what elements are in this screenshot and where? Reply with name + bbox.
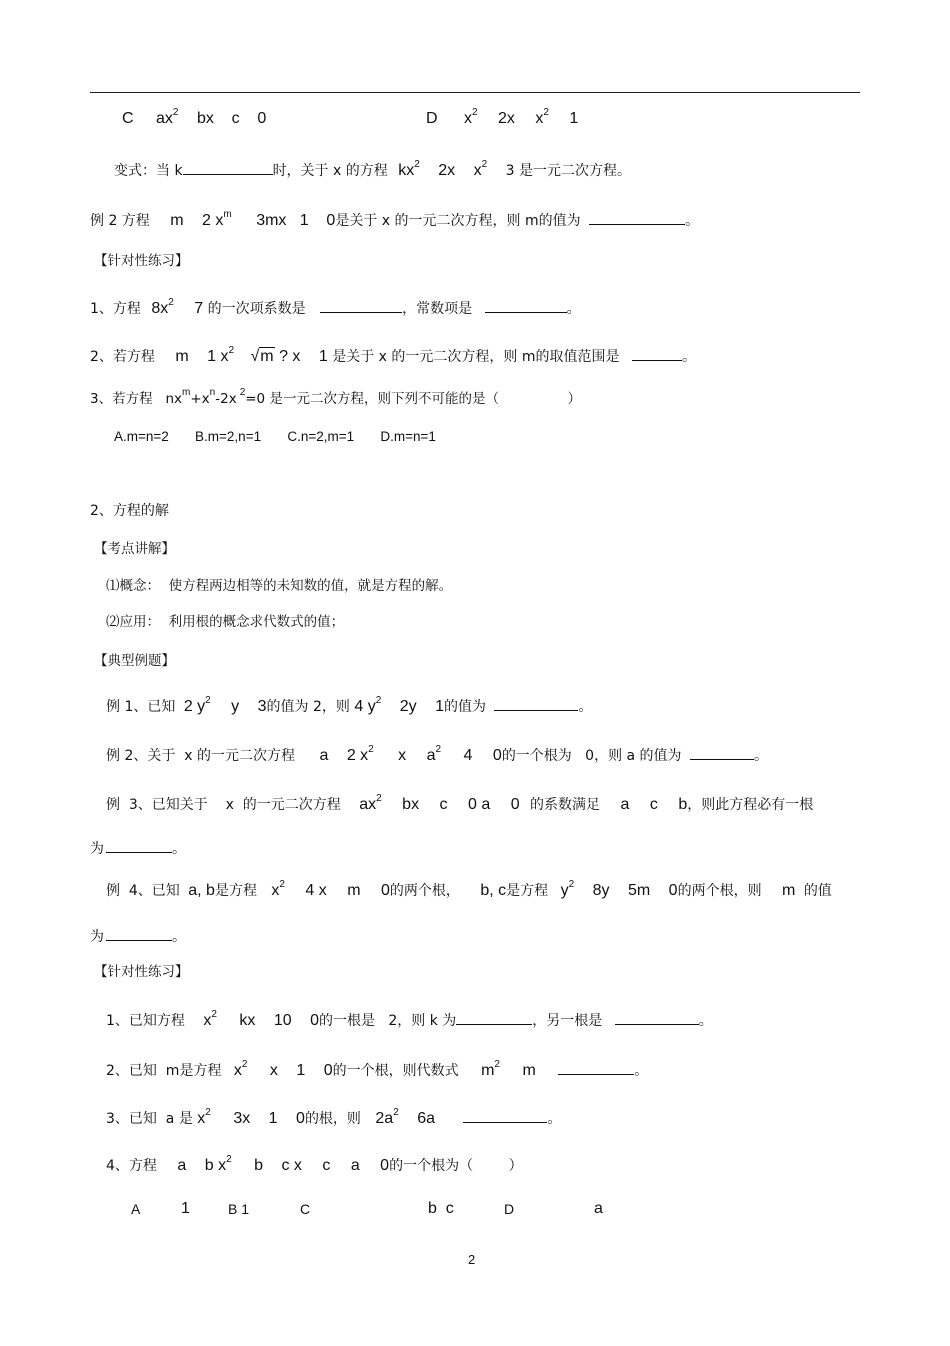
- variant-text-b: 时，关于 x 的方程: [272, 163, 388, 179]
- answer-blank: [106, 926, 172, 941]
- e3-sup: 2: [376, 793, 382, 804]
- p3-tail: =0 是一元二次方程，则下列不可能的是（ ）: [245, 391, 582, 407]
- e3-text-b: 的系数满足: [530, 797, 601, 813]
- q1-sup: 2: [211, 1009, 217, 1020]
- practice-1: [90, 298, 581, 320]
- answer-blank: [632, 346, 682, 361]
- e4-sup: 2: [279, 879, 285, 890]
- e1-2y: 2 y: [183, 698, 206, 715]
- e4-5m: 5m: [627, 882, 651, 899]
- typical-example-3: [106, 793, 814, 816]
- header-rule: [90, 92, 860, 93]
- e4-m2: m: [782, 882, 796, 899]
- p1-text-b: 的一次项系数是: [207, 301, 306, 317]
- q4-option-a: A: [131, 1201, 141, 1217]
- e4-02: 0: [668, 882, 678, 899]
- e3-tail: ，则此方程必有一根: [687, 797, 814, 813]
- p2-end: 。: [681, 349, 696, 365]
- q4-text-a: 4、方程: [106, 1158, 157, 1174]
- q1-text-b: 的一根是 2，则 k 为: [319, 1013, 457, 1029]
- page-number: 2: [468, 1252, 476, 1267]
- ex2-text-a: 例 2 方程: [90, 213, 150, 229]
- q3-x: x: [197, 1110, 206, 1127]
- q2-text-b: 的一个根，则代数式: [332, 1063, 459, 1079]
- p2-1x: 1 x: [207, 348, 229, 365]
- e4-text-f: 的值: [803, 883, 832, 899]
- e1-text-c: 的值为: [443, 699, 486, 715]
- q4-bx: b x: [204, 1157, 227, 1174]
- e3-text-a: 例 3、已知关于 x 的一元二次方程: [106, 797, 341, 813]
- q4-cx: c x: [281, 1157, 302, 1174]
- q1-end: 。: [698, 1013, 713, 1029]
- variant-tail: 3 是一元二次方程。: [505, 163, 631, 179]
- e1-3: 3: [257, 698, 267, 715]
- e3-wei: 为: [90, 841, 104, 857]
- e4-text-e: 的两个根，则: [677, 883, 762, 899]
- typical-examples-heading: 【典型例题】: [94, 653, 175, 669]
- answer-blank: [320, 298, 402, 313]
- p3-options: A.m=n=2 B.m=2,n=1 C.n=2,m=1 D.m=n=1: [114, 429, 436, 444]
- q4-option-c-value: b c: [428, 1200, 454, 1217]
- p2-qx: ? x: [279, 348, 301, 365]
- practice-2-1: [106, 1010, 713, 1032]
- practice-2-2: [106, 1060, 648, 1082]
- answer-blank: [494, 696, 578, 711]
- typical-example-4-cont: [90, 926, 186, 946]
- p3-sup-n: n: [209, 387, 216, 398]
- q2-end: 。: [634, 1063, 649, 1079]
- e2-0: 0: [492, 747, 502, 764]
- typical-example-1: [106, 696, 592, 718]
- option-c-sup: 2: [172, 107, 179, 118]
- q2-sup: 2: [241, 1059, 248, 1070]
- q4-option-d-value: a: [594, 1200, 603, 1217]
- variant-line: [114, 160, 631, 182]
- e4-y: y: [560, 882, 569, 899]
- e2-a: a: [319, 747, 329, 764]
- answer-blank: [463, 1108, 547, 1123]
- variant-kx: kx: [398, 162, 415, 179]
- answer-blank: [485, 298, 567, 313]
- option-d-1: 1: [569, 110, 579, 127]
- e3-b2: b: [678, 796, 688, 813]
- answer-blank: [558, 1060, 634, 1075]
- q3-0: 0: [296, 1110, 305, 1127]
- option-c: [122, 107, 267, 130]
- q1-10: 10: [273, 1012, 292, 1029]
- q3-6a: 6a: [417, 1110, 435, 1127]
- e1-text-b: 的值为 2，则: [266, 699, 350, 715]
- answer-blank: [615, 1010, 699, 1025]
- e2-sup: 2: [368, 744, 374, 755]
- q4-options: [131, 1200, 831, 1220]
- e1-end: 。: [578, 699, 593, 715]
- e4-0: 0: [381, 882, 390, 899]
- e4-end: 。: [172, 929, 186, 945]
- p3-sup-m: m: [182, 387, 191, 398]
- e4-sup2: 2: [568, 879, 575, 890]
- practice-2-4: [106, 1154, 523, 1177]
- q4-b: b: [254, 1157, 263, 1174]
- e3-end: 。: [172, 841, 186, 857]
- section-2-title: 2、方程的解: [90, 503, 169, 519]
- q4-sup: 2: [226, 1154, 232, 1165]
- e4-m: m: [347, 882, 361, 899]
- sqrt-icon: √m: [250, 348, 274, 365]
- ex2-rest: 3mx 1 0: [256, 212, 336, 229]
- answer-blank: [589, 210, 685, 225]
- e4-text-a: 例 4、已知: [106, 883, 180, 899]
- p1-7: 7: [194, 300, 204, 317]
- e3-c2: c: [649, 796, 658, 813]
- option-d-label: D: [426, 110, 438, 127]
- ex2-m: m: [170, 212, 184, 229]
- q4-0: 0: [380, 1157, 390, 1174]
- e2-4: 4: [463, 747, 473, 764]
- p3-text-a: 3、若方程 nx: [90, 391, 183, 407]
- practice-2: [90, 346, 696, 368]
- application-line: ⑵应用： 利用根的概念求代数式的值；: [106, 614, 345, 630]
- typical-example-4: [106, 879, 832, 902]
- e4-x: x: [271, 882, 280, 899]
- q3-3x: 3x: [233, 1110, 251, 1127]
- e1-4y: 4 y: [354, 698, 376, 715]
- e4-text-d: 是方程: [506, 883, 549, 899]
- p2-m: m: [175, 348, 189, 365]
- q3-end: 。: [547, 1111, 562, 1127]
- p2-radicand: m: [260, 348, 274, 365]
- e1-1: 1: [435, 698, 444, 715]
- answer-blank: [106, 838, 172, 853]
- e2-a3: a: [426, 747, 436, 764]
- answer-blank: [456, 1010, 532, 1025]
- practice-3: [90, 387, 582, 410]
- variant-2x: 2x: [438, 162, 456, 179]
- q4-a2: a: [350, 1157, 360, 1174]
- q4-text-b: 的一个根为（ ）: [389, 1158, 523, 1174]
- p3-sup-2: 2: [239, 387, 246, 398]
- option-c-label: C: [122, 110, 134, 127]
- option-d-2x: 2x: [498, 110, 515, 127]
- e3-ax: ax: [359, 796, 377, 813]
- q2-0: 0: [323, 1062, 333, 1079]
- variant-sup: 2: [414, 159, 420, 170]
- q4-c: c: [322, 1157, 331, 1174]
- q2-x: x: [233, 1062, 242, 1079]
- q2-1: 1: [296, 1062, 306, 1079]
- option-c-expr: ax: [156, 110, 173, 127]
- e4-ab: a, b: [188, 882, 215, 899]
- e1-sup: 2: [205, 695, 211, 706]
- p3-mid: +x: [190, 391, 210, 407]
- answer-blank: [690, 745, 754, 760]
- variant-x: x: [473, 162, 482, 179]
- q3-2a: 2a: [375, 1110, 394, 1127]
- ex2-end: 。: [685, 213, 700, 229]
- answer-blank: [183, 160, 273, 175]
- e4-wei: 为: [90, 929, 104, 945]
- e3-c: c: [439, 796, 448, 813]
- e1-sup2: 2: [375, 695, 382, 706]
- e2-text-b: 的一个根为 0，则 a 的值为: [501, 748, 682, 764]
- q1-x: x: [203, 1012, 212, 1029]
- e4-bc: b, c: [480, 882, 507, 899]
- ex2-text-b: 是关于 x 的一元二次方程，则 m的值为: [335, 213, 581, 229]
- p2-sup: 2: [228, 345, 235, 356]
- q3-sup2: 2: [393, 1107, 399, 1118]
- q2-sup2: 2: [494, 1059, 500, 1070]
- key-points-heading: 【考点讲解】: [94, 541, 175, 557]
- q4-option-d: D: [504, 1201, 515, 1217]
- q2-m: m: [481, 1062, 495, 1079]
- typical-example-3-cont: [90, 838, 186, 858]
- p2-text-b: 是关于 x 的一元二次方程，则 m的取值范围是: [332, 349, 620, 365]
- e2-2x: 2 x: [346, 747, 369, 764]
- q1-text-a: 1、已知方程: [106, 1013, 185, 1029]
- option-d-x: x: [464, 110, 473, 127]
- q4-option-a-value: 1: [181, 1200, 190, 1217]
- ex2-2x: 2 x: [202, 212, 224, 229]
- e4-8y: 8y: [592, 882, 610, 899]
- e1-2y2: 2y: [399, 698, 417, 715]
- e2-sup2: 2: [435, 744, 442, 755]
- q1-kx: kx: [239, 1012, 256, 1029]
- e3-bx: bx: [402, 796, 420, 813]
- variant-sup2: 2: [481, 159, 488, 170]
- option-c-rest: bx c 0: [196, 110, 267, 127]
- e2-x: x: [398, 747, 407, 764]
- q3-1: 1: [268, 1110, 278, 1127]
- example-2-line: [90, 210, 699, 232]
- q3-sup: 2: [205, 1107, 211, 1118]
- e3-a2: a: [620, 796, 630, 813]
- p1-text-c: ，常数项是: [402, 301, 473, 317]
- option-d-sup2: 2: [543, 107, 549, 118]
- q2-x2: x: [269, 1062, 278, 1079]
- option-d: [426, 107, 579, 130]
- e2-end: 。: [754, 748, 769, 764]
- q4-option-c: C: [300, 1201, 311, 1217]
- p3-mid2: -2x: [215, 391, 237, 407]
- targeted-practice-heading-2: 【针对性练习】: [94, 964, 189, 980]
- option-d-x2: x: [535, 110, 544, 127]
- e4-text-c: 的两个根，: [389, 883, 460, 899]
- q2-text-a: 2、已知 m是方程: [106, 1063, 222, 1079]
- q4-option-b: B 1: [228, 1201, 250, 1217]
- variant-text-a: 变式：当 k: [114, 163, 183, 179]
- p1-text-a: 1、方程: [90, 301, 141, 317]
- p1-sup: 2: [168, 297, 174, 308]
- p1-8x: 8x: [151, 300, 169, 317]
- typical-example-2: [106, 745, 768, 767]
- e3-0: 0: [510, 796, 520, 813]
- e2-text-a: 例 2、关于 x 的一元二次方程: [106, 748, 295, 764]
- p2-1: 1: [318, 348, 328, 365]
- practice-2-3: [106, 1108, 561, 1130]
- q4-a: a: [177, 1157, 187, 1174]
- q2-m2: m: [522, 1062, 536, 1079]
- ex2-sup: m: [223, 209, 232, 220]
- e4-text-b: 是方程: [214, 883, 257, 899]
- p2-text-a: 2、若方程: [90, 349, 155, 365]
- q3-text-b: 的根，则: [304, 1111, 361, 1127]
- e1-text-a: 例 1、已知: [106, 699, 176, 715]
- p1-end: 。: [566, 301, 581, 317]
- concept-line: ⑴概念： 使方程两边相等的未知数的值，就是方程的解。: [106, 578, 453, 594]
- option-d-sup1: 2: [472, 107, 478, 118]
- e1-y: y: [231, 698, 240, 715]
- targeted-practice-heading-1: 【针对性练习】: [94, 253, 189, 269]
- q1-text-c: ，另一根是: [532, 1013, 603, 1029]
- e4-4x: 4 x: [305, 882, 327, 899]
- q1-0: 0: [310, 1012, 319, 1029]
- e3-0a: 0 a: [467, 796, 491, 813]
- q3-text-a: 3、已知 a 是: [106, 1111, 193, 1127]
